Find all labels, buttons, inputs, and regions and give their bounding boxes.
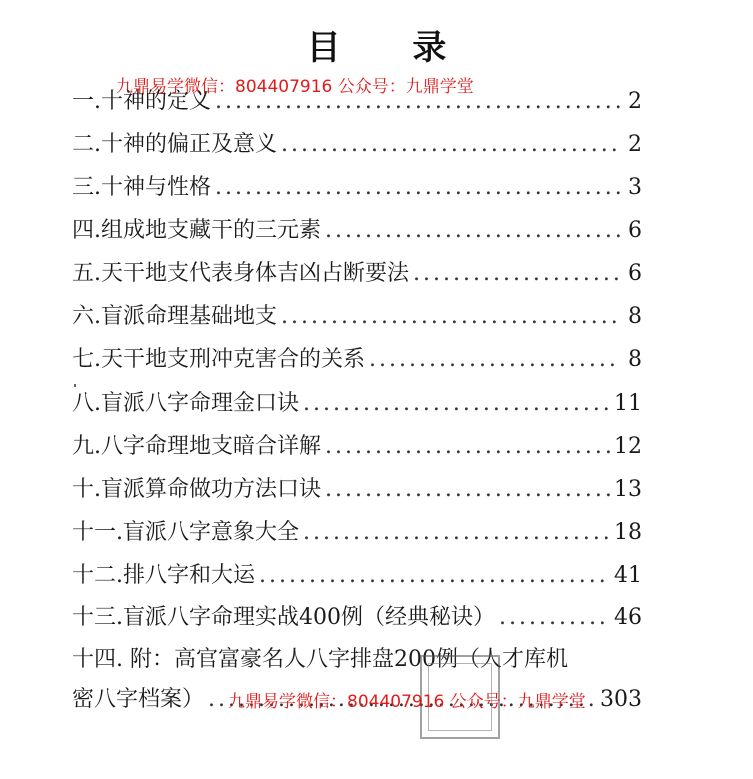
toc-entry-number: 五. (72, 261, 101, 286)
toc-entry-number: 四. (72, 218, 101, 243)
toc-entry-title: 天干地支代表身体吉凶占断要法 (101, 261, 410, 286)
toc-leader-dots (499, 605, 610, 630)
toc-entry-title: 附：高官富豪名人八字排盘200例（人才库机 (130, 647, 568, 672)
toc-page-number: 3 (628, 175, 642, 200)
toc-entry-6[interactable] (72, 299, 642, 335)
toc-entry-title: 组成地支藏干的三元素 (101, 218, 322, 243)
toc-leader-dots (325, 477, 610, 502)
toc-leader-dots (303, 520, 610, 545)
toc-entry-number: 三. (72, 175, 101, 200)
toc-entry-title: 盲派命理基础地支 (101, 304, 278, 329)
toc-page-number: 41 (614, 563, 642, 588)
toc-entry-title: 盲派八字意象大全 (123, 520, 300, 545)
toc-entry-title: 盲派八字命理金口诀 (101, 391, 300, 416)
toc-entry-4[interactable] (72, 213, 642, 249)
toc-entry-3[interactable] (72, 170, 642, 206)
toc-entry-13[interactable] (72, 600, 642, 636)
toc-leader-dots (325, 218, 620, 243)
toc-leader-dots (281, 304, 620, 329)
toc-page-number: 8 (628, 304, 642, 329)
toc-entry-number: 六. (72, 304, 101, 329)
toc-entry-number: 二. (72, 132, 101, 157)
toc-page-number: 46 (614, 605, 642, 630)
toc-entry-title: 十神的定义 (101, 89, 212, 114)
toc-leader-dots (281, 132, 620, 157)
toc-entry-9[interactable] (72, 429, 642, 465)
toc-leader-dots (369, 347, 620, 372)
page-title: 目 录 (306, 28, 477, 68)
toc-entry-title: 天干地支刑冲克害合的关系 (101, 347, 366, 372)
watermark-top: 九鼎易学微信：804407916 公众号：九鼎学堂 (116, 77, 474, 97)
toc-entry-7[interactable] (72, 342, 642, 378)
toc-entry-number: 九. (72, 434, 101, 459)
toc-entry-title: 盲派算命做功方法口诀 (101, 477, 322, 502)
toc-page-number: 2 (628, 132, 642, 157)
toc-entry-number: 八. (72, 391, 101, 416)
toc-entry-1[interactable] (72, 84, 642, 120)
toc-entry-10[interactable] (72, 472, 642, 508)
toc-page-number: 6 (628, 218, 642, 243)
toc-entry-number: 十二. (72, 563, 123, 588)
toc-entry-5[interactable] (72, 256, 642, 292)
toc-page-number: 13 (614, 477, 642, 502)
toc-page-number: 6 (628, 261, 642, 286)
toc-page-number: 11 (614, 391, 642, 416)
toc-entry-12[interactable] (72, 558, 642, 594)
toc-entry-2[interactable] (72, 127, 642, 163)
toc-leader-dots (303, 391, 610, 416)
toc-entry-number: 一. (72, 89, 101, 114)
toc-entry-title: 盲派八字命理实战400例（经典秘诀） (123, 605, 495, 630)
toc-entry-number: 十四. (72, 647, 123, 672)
toc-page-number: 8 (628, 347, 642, 372)
toc-leader-dots (215, 175, 620, 200)
toc-entry-title: 十神的偏正及意义 (101, 132, 278, 157)
toc-page-number: 303 (600, 687, 642, 712)
toc-entry-title: 十神与性格 (101, 175, 212, 200)
toc-entry-title: 八字命理地支暗合详解 (101, 434, 322, 459)
toc-leader-dots (215, 89, 620, 114)
watermark-bottom: 九鼎易学微信：804407916 公众号：九鼎学堂 (228, 692, 586, 712)
toc-entry-number: 十三. (72, 605, 123, 630)
toc-leader-dots (413, 261, 620, 286)
toc-leader-dots (325, 434, 610, 459)
toc-entry-title: 排八字和大运 (123, 563, 256, 588)
toc-leader-dots (259, 563, 610, 588)
scan-speck (74, 384, 76, 387)
toc-entry-title-continued: 密八字档案） (72, 687, 205, 712)
toc-entry-number: 十. (72, 477, 101, 502)
toc-entry-number: 十一. (72, 520, 123, 545)
toc-entry-8[interactable] (72, 386, 642, 422)
toc-page-number: 2 (628, 89, 642, 114)
toc-entry-11[interactable] (72, 515, 642, 551)
toc-entry-number: 七. (72, 347, 101, 372)
toc-page-number: 18 (614, 520, 642, 545)
toc-page-number: 12 (614, 434, 642, 459)
